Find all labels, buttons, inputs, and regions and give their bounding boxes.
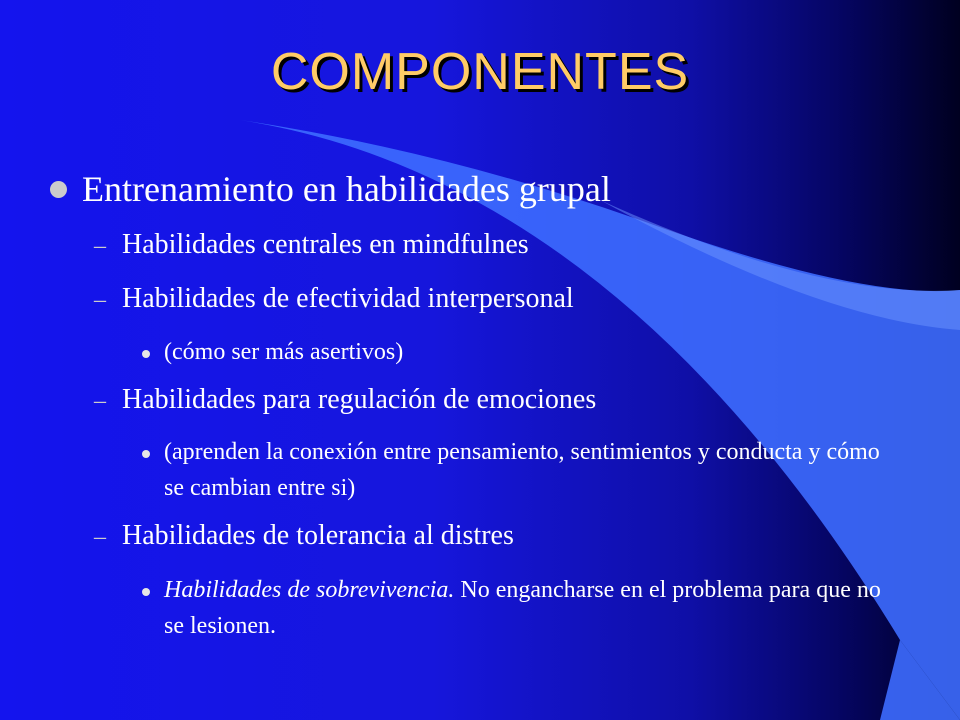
bullet-dot bbox=[142, 450, 150, 458]
sub-item-4: Habilidades de tolerancia al distres bbox=[122, 520, 514, 551]
dash-bullet: – bbox=[94, 287, 106, 313]
sub-sub-item-2: (cómo ser más asertivos) bbox=[164, 339, 404, 365]
sub-item-1: Habilidades centrales en mindfulnes bbox=[122, 229, 529, 260]
bullet-dot bbox=[142, 588, 150, 596]
sub-item-3: Habilidades para regulación de emociones bbox=[122, 384, 597, 415]
dash-bullet: – bbox=[94, 524, 106, 550]
dash-bullet: – bbox=[94, 388, 106, 414]
bullet-dot bbox=[142, 350, 150, 358]
slide-title: COMPONENTES bbox=[270, 43, 690, 101]
sub-item-2: Habilidades de efectividad interpersonal bbox=[122, 283, 574, 314]
sub-sub-item-3: (aprenden la conexión entre pensamiento, sentimientos y conducta y cómo se cambian entre si) bbox=[164, 439, 880, 501]
italic-phrase: Habilidades de sobrevivencia. bbox=[164, 577, 455, 603]
phrase-rest: No engancharse en el problema para que no se lesionen. bbox=[164, 577, 881, 639]
sub-sub-item-4 bbox=[164, 572, 904, 644]
bullet-dot bbox=[50, 181, 67, 198]
dash-bullet: – bbox=[94, 233, 106, 259]
main-bullet-text: Entrenamiento en habilidades grupal bbox=[82, 169, 611, 209]
